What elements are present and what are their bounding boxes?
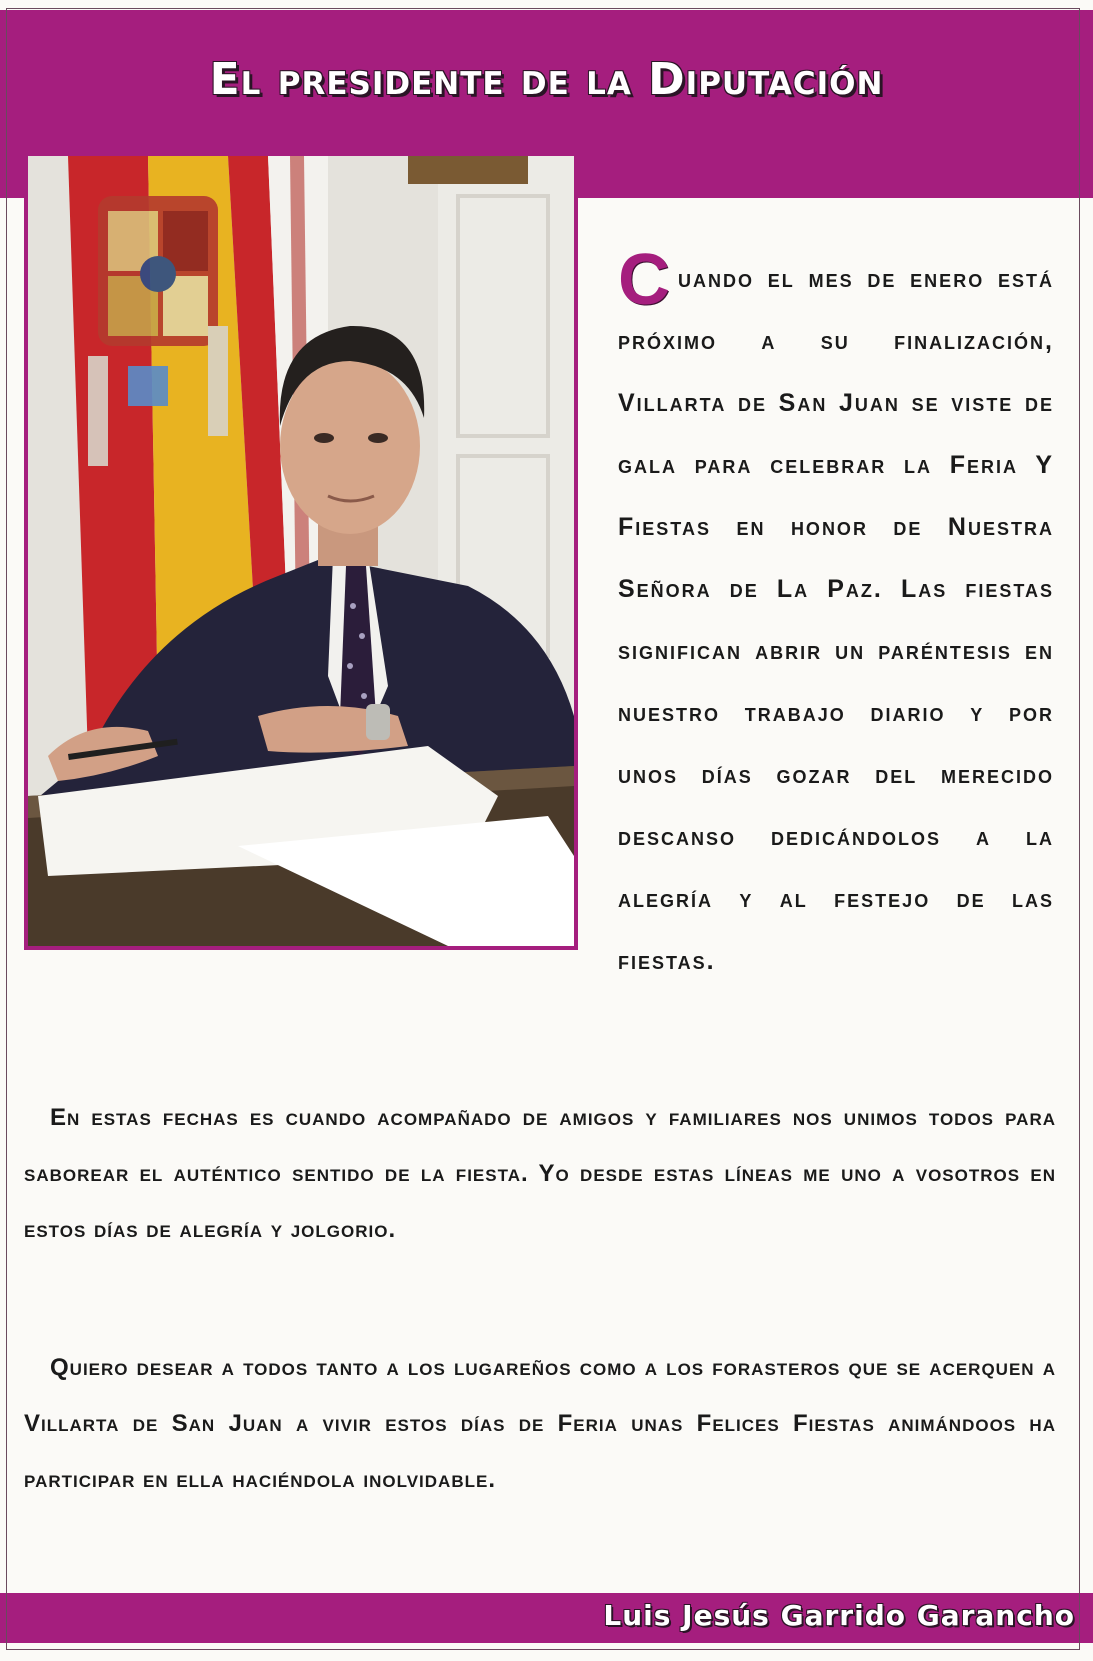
signature: Luis Jesús Garrido Garancho [603, 1599, 1075, 1632]
intro-paragraph [618, 240, 1054, 992]
page-title: El presidente de la Diputación [209, 54, 884, 105]
drop-cap-letter: C [618, 240, 672, 320]
body-paragraph-1: En estas fechas es cuando acompañado de amigos y familiares nos unimos todos para saborear el auténtico sentido de la fiesta. Yo desde estas líneas me uno a vosotros en estos días de alegría y jolgorio. [24, 1104, 1056, 1243]
face [280, 358, 420, 534]
intro-text: uando el mes de enero está próximo a su finalización, Villarta de San Juan se viste de gala para celebrar la Feria Y Fiestas en honor de Nuestra Señora de La Paz. Las fiestas significan abrir un paréntesis en nuestro trabajo diario y por unos días gozar del merecido descanso dedicándolos a la alegría y al festejo de las fiestas. [618, 265, 1054, 975]
body-paragraph-2: Quiero desear a todos tanto a los lugareños como a los forasteros que se acerquen a Villarta de San Juan a vivir estos días de Feria unas Felices Fiestas animándoos ha participar en ella haciéndola inolvidable. [24, 1354, 1056, 1493]
portrait-illustration [28, 156, 574, 946]
portrait-photo [24, 152, 578, 950]
